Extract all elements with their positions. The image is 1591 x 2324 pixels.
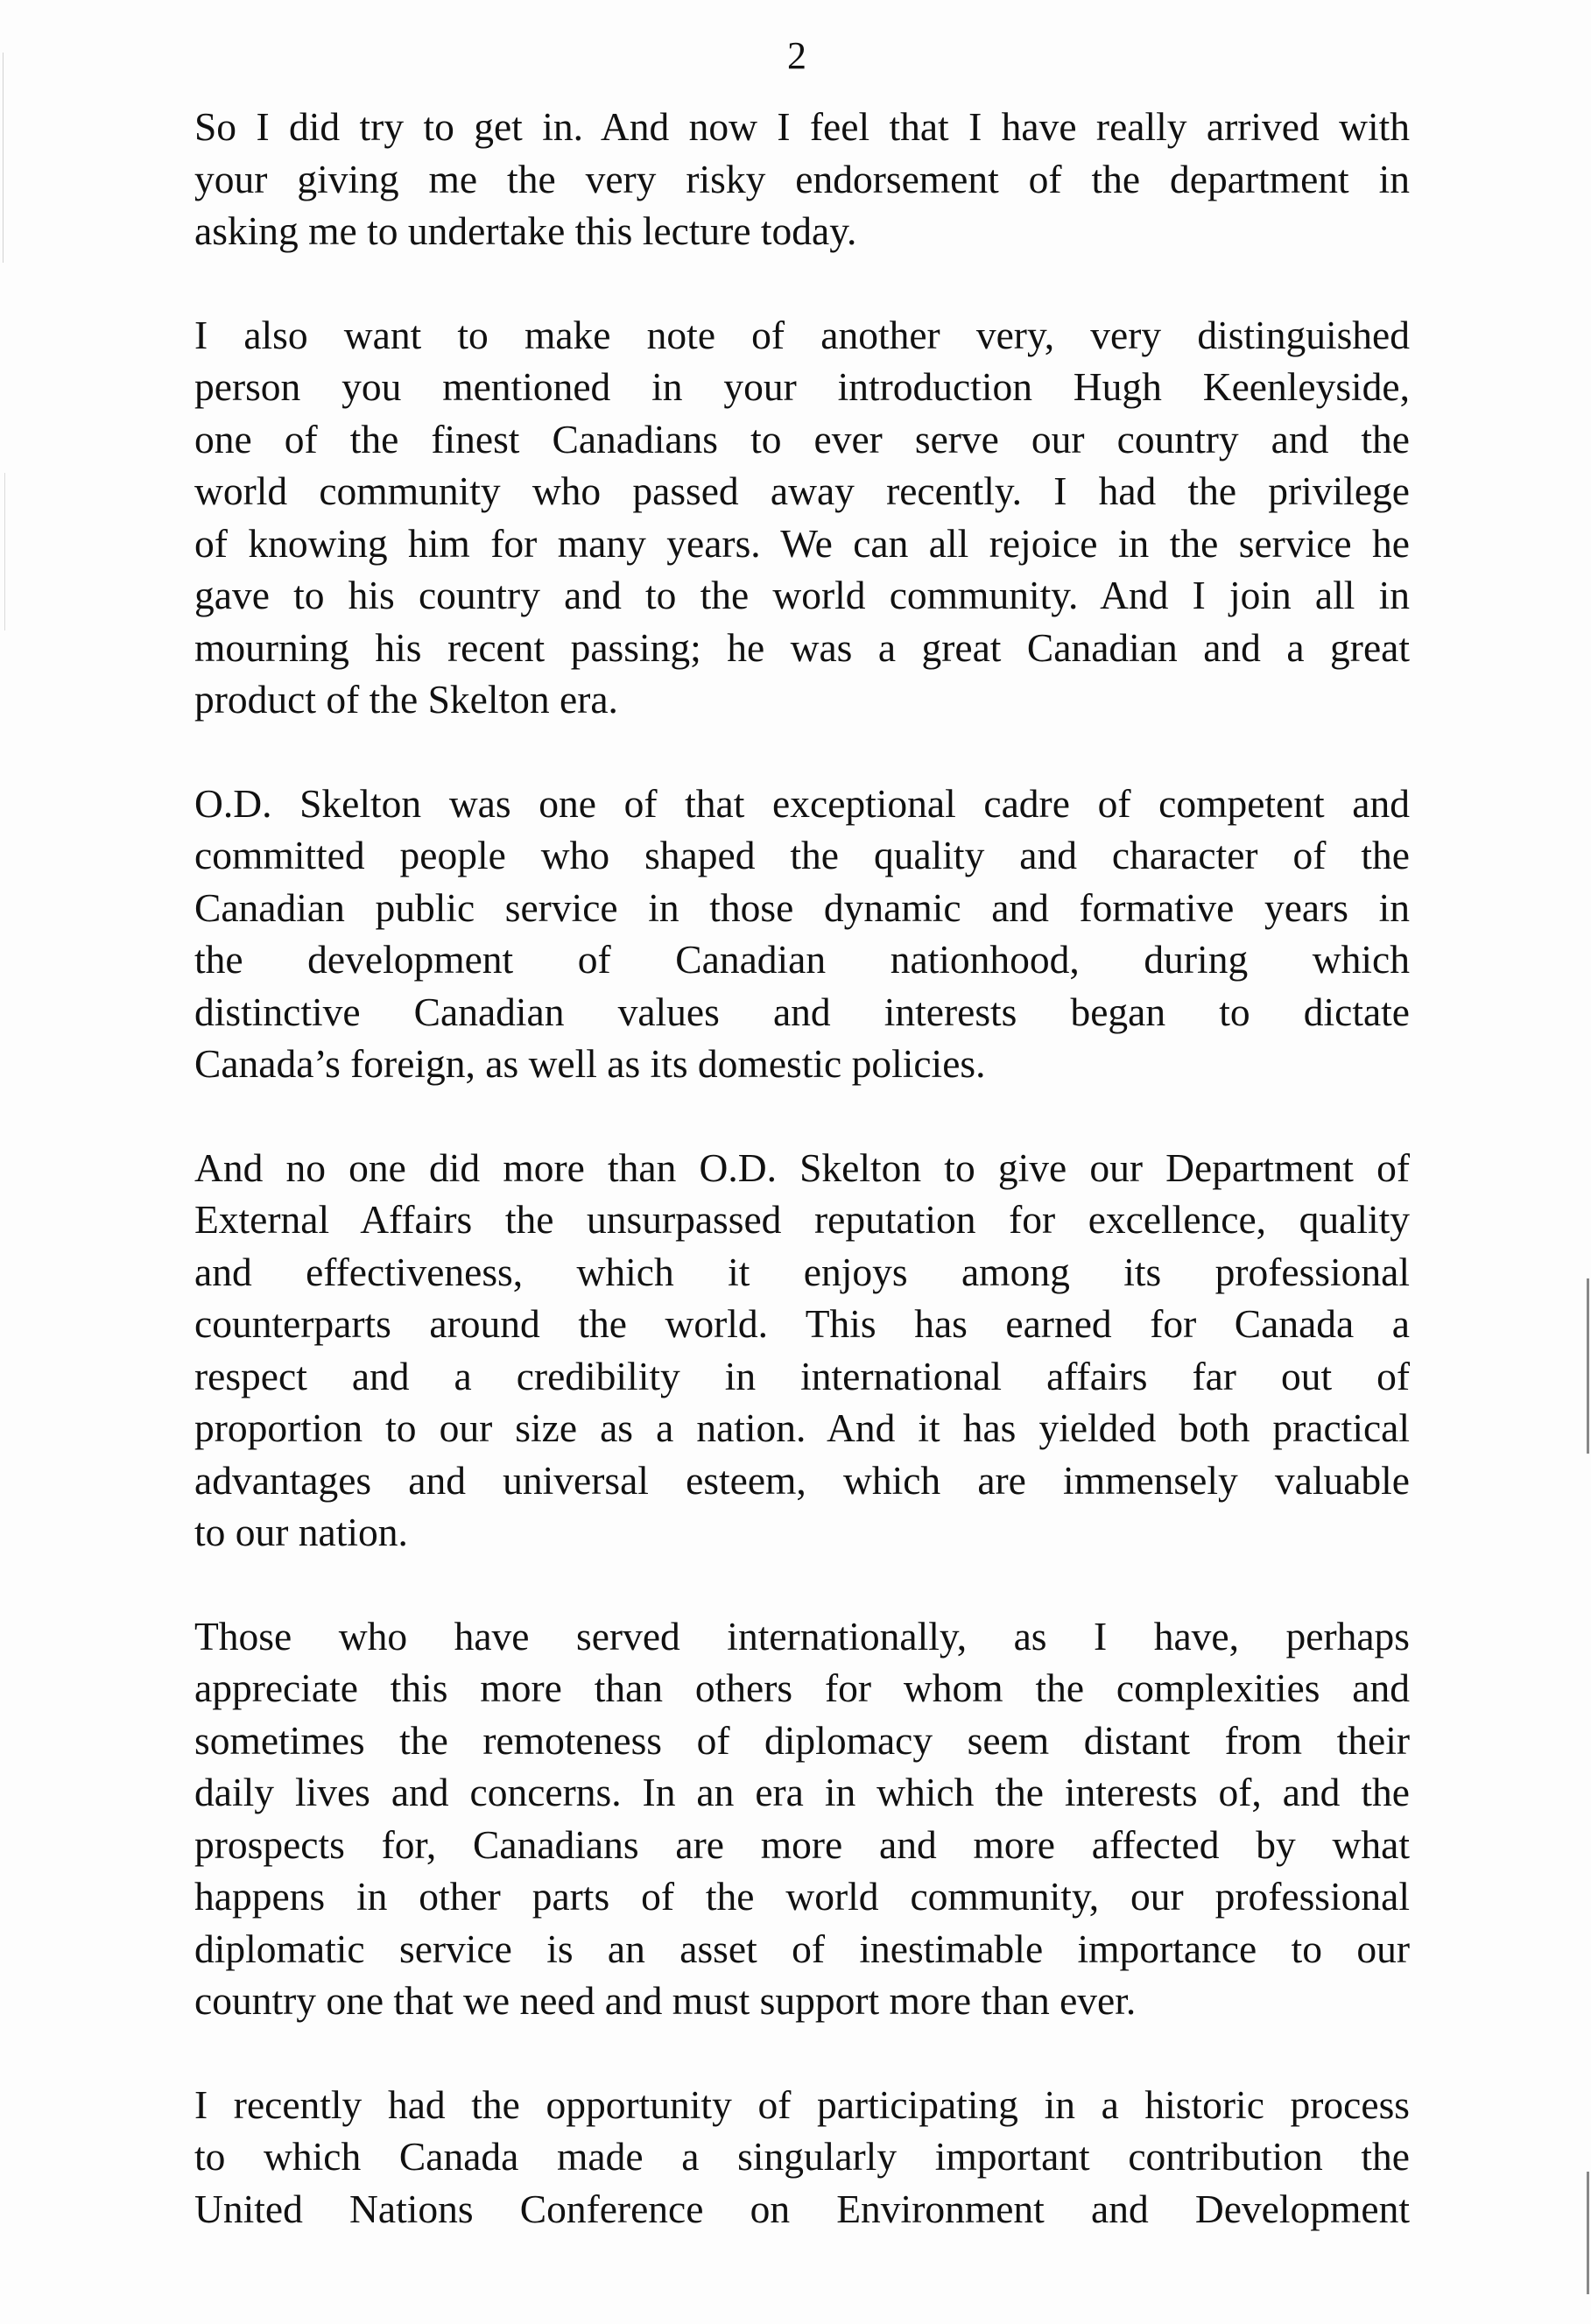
paragraph-4 — [194, 1142, 1410, 1559]
paragraph-2 — [194, 309, 1410, 726]
text-line: country one that we need and must support more than ever. — [194, 1978, 1137, 2023]
text-line: External Affairs the unsurpassed reputation for excellence, quality — [194, 1197, 1410, 1242]
text-line: appreciate this more than others for whom the complexities and — [194, 1666, 1410, 1710]
text-line: daily lives and concerns. In an era in which the interests of, and the — [194, 1770, 1410, 1814]
text-line: Canadian public service in those dynamic and formative years in — [194, 884, 1410, 930]
scan-edge-mark — [4, 473, 5, 630]
scan-edge-mark — [3, 53, 4, 263]
text-line: committed people who shaped the quality and character of the — [194, 833, 1410, 877]
text-line: counterparts around the world. This has earned for Canada a — [194, 1301, 1410, 1346]
page-number: 2 — [787, 34, 806, 77]
text-line: O.D. Skelton was one of that exceptional cadre of competent and — [194, 780, 1410, 826]
paragraph-6 — [194, 2079, 1410, 2236]
paragraph-5 — [194, 1610, 1410, 2027]
text-line: to our nation. — [194, 1510, 408, 1554]
scan-edge-mark — [1587, 2172, 1589, 2294]
text-line: prospects for, Canadians are more and more affected by what — [194, 1821, 1410, 1867]
text-line: I also want to make note of another very, very distinguished — [194, 312, 1410, 357]
text-line: asking me to undertake this lecture today. — [194, 208, 857, 253]
text-line: one of the finest Canadians to ever serve our country and the — [194, 416, 1410, 461]
document-body — [194, 101, 1410, 2286]
text-line: the development of Canadian nationhood, during which — [194, 937, 1410, 982]
text-line: respect and a credibility in international affairs far out of — [194, 1353, 1410, 1398]
text-line: And no one did more than O.D. Skelton to give our Department of — [194, 1144, 1410, 1190]
text-line: distinctive Canadian values and interests began to dictate — [194, 989, 1410, 1034]
text-line: sometimes the remoteness of diplomacy seem distant from their — [194, 1717, 1410, 1763]
text-line: and effectiveness, which it enjoys among its professional — [194, 1249, 1410, 1294]
text-line: advantages and universal esteem, which are immensely valuable — [194, 1457, 1410, 1503]
text-line: your giving me the very risky endorsement of the department in — [194, 156, 1410, 201]
text-line: person you mentioned in your introduction Hugh Keenleyside, — [194, 364, 1410, 409]
text-line: So I did try to get in. And now I feel that I have really arrived with — [194, 104, 1410, 149]
text-line: mourning his recent passing; he was a great Canadian and a great — [194, 624, 1410, 670]
paragraph-3 — [194, 778, 1410, 1090]
text-line: happens in other parts of the world community, our professional — [194, 1874, 1410, 1919]
text-line: United Nations Conference on Environment and Development — [194, 2186, 1410, 2231]
text-line: Canada’s foreign, as well as its domestic policies. — [194, 1041, 986, 1086]
scan-edge-mark — [1587, 1278, 1589, 1454]
text-line: world community who passed away recently. I had the privilege — [194, 468, 1410, 513]
text-line: gave to his country and to the world community. And I join all in — [194, 573, 1410, 617]
text-line: product of the Skelton era. — [194, 677, 618, 722]
text-line: of knowing him for many years. We can all rejoice in the service he — [194, 520, 1410, 566]
text-line: Those who have served internationally, as I have, perhaps — [194, 1613, 1410, 1658]
paragraph-1 — [194, 101, 1410, 257]
text-line: I recently had the opportunity of participating in a historic process — [194, 2081, 1410, 2127]
text-line: diplomatic service is an asset of inestimable importance to our — [194, 1926, 1410, 1971]
text-line: to which Canada made a singularly important contribution the — [194, 2134, 1410, 2179]
text-line: proportion to our size as a nation. And it has yielded both practical — [194, 1405, 1410, 1450]
